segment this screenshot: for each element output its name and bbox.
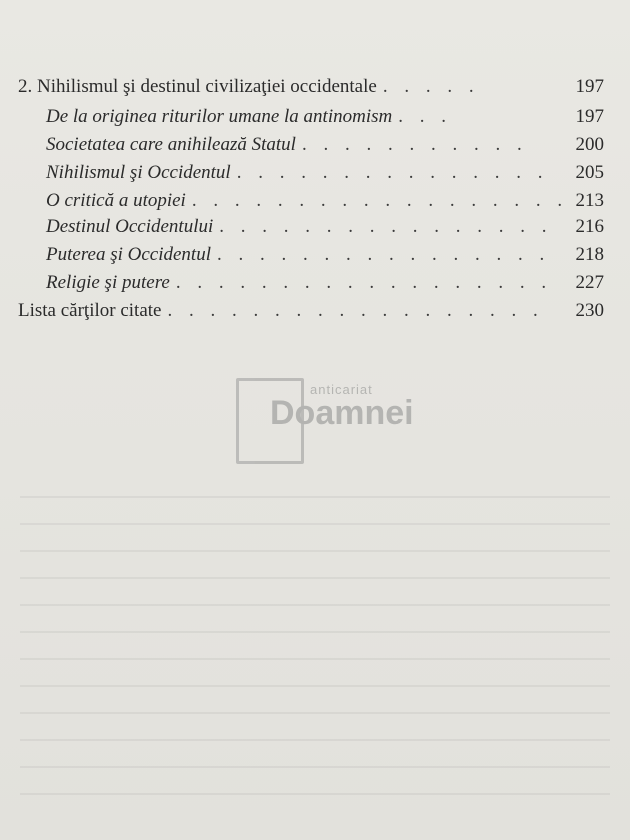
toc-entry bbox=[18, 298, 604, 324]
toc-entry bbox=[46, 242, 604, 268]
toc-entry-title: Religie şi putere bbox=[46, 272, 170, 293]
toc-entry bbox=[46, 214, 604, 240]
watermark-small-text: anticariat bbox=[310, 382, 373, 397]
toc-page-number: 200 bbox=[575, 134, 604, 155]
toc-leader-dots: . . . . . bbox=[382, 76, 480, 97]
toc-page-number: 230 bbox=[575, 300, 604, 321]
toc-entry bbox=[46, 132, 604, 158]
toc-entry bbox=[18, 74, 604, 100]
toc-leader-dots: . . . . . . . . . . . . . . . . bbox=[216, 244, 551, 265]
watermark-logo bbox=[236, 378, 436, 468]
toc-leader-dots: . . . . . . . . . . . bbox=[301, 134, 528, 155]
bleed-through-text bbox=[20, 480, 610, 800]
toc-page-number: 227 bbox=[575, 272, 604, 293]
toc-entry bbox=[46, 188, 604, 214]
toc-leader-dots: . . . . . . . . . . . . . . . . . . bbox=[175, 272, 553, 293]
toc-leader-dots: . . . bbox=[398, 106, 452, 127]
toc-entry-title: Puterea şi Occidentul bbox=[46, 244, 211, 265]
toc-entry bbox=[46, 104, 604, 130]
toc-leader-dots: . . . . . . . . . . . . . . . . . . bbox=[191, 190, 569, 211]
toc-entry bbox=[46, 270, 604, 296]
toc-entry-title: De la originea riturilor umane la antinomism bbox=[46, 106, 393, 127]
toc-entry-title: 2. Nihilismul şi destinul civilizaţiei occidentale bbox=[18, 76, 377, 97]
toc-entry bbox=[46, 160, 604, 186]
toc-entry-title: Societatea care anihilează Statul bbox=[46, 134, 296, 155]
toc-leader-dots: . . . . . . . . . . . . . . . bbox=[236, 162, 549, 183]
toc-page-number: 197 bbox=[575, 106, 604, 127]
toc-page-number: 205 bbox=[575, 162, 604, 183]
toc-entry-title: O critică a utopiei bbox=[46, 190, 186, 211]
toc-leader-dots: . . . . . . . . . . . . . . . . bbox=[219, 216, 553, 237]
toc-entry-title: Destinul Occidentului bbox=[46, 216, 214, 237]
toc-entry-title: Lista cărţilor citate bbox=[18, 300, 162, 321]
toc-page-number: 216 bbox=[575, 216, 604, 237]
toc-page-number: 218 bbox=[575, 244, 604, 265]
watermark-big-text: Doamnei bbox=[270, 394, 414, 432]
toc-entry-title: Nihilismul şi Occidentul bbox=[46, 162, 231, 183]
toc-leader-dots: . . . . . . . . . . . . . . . . . . bbox=[167, 300, 544, 321]
toc-page-number: 213 bbox=[575, 190, 604, 211]
toc-page-number: 197 bbox=[575, 76, 604, 97]
